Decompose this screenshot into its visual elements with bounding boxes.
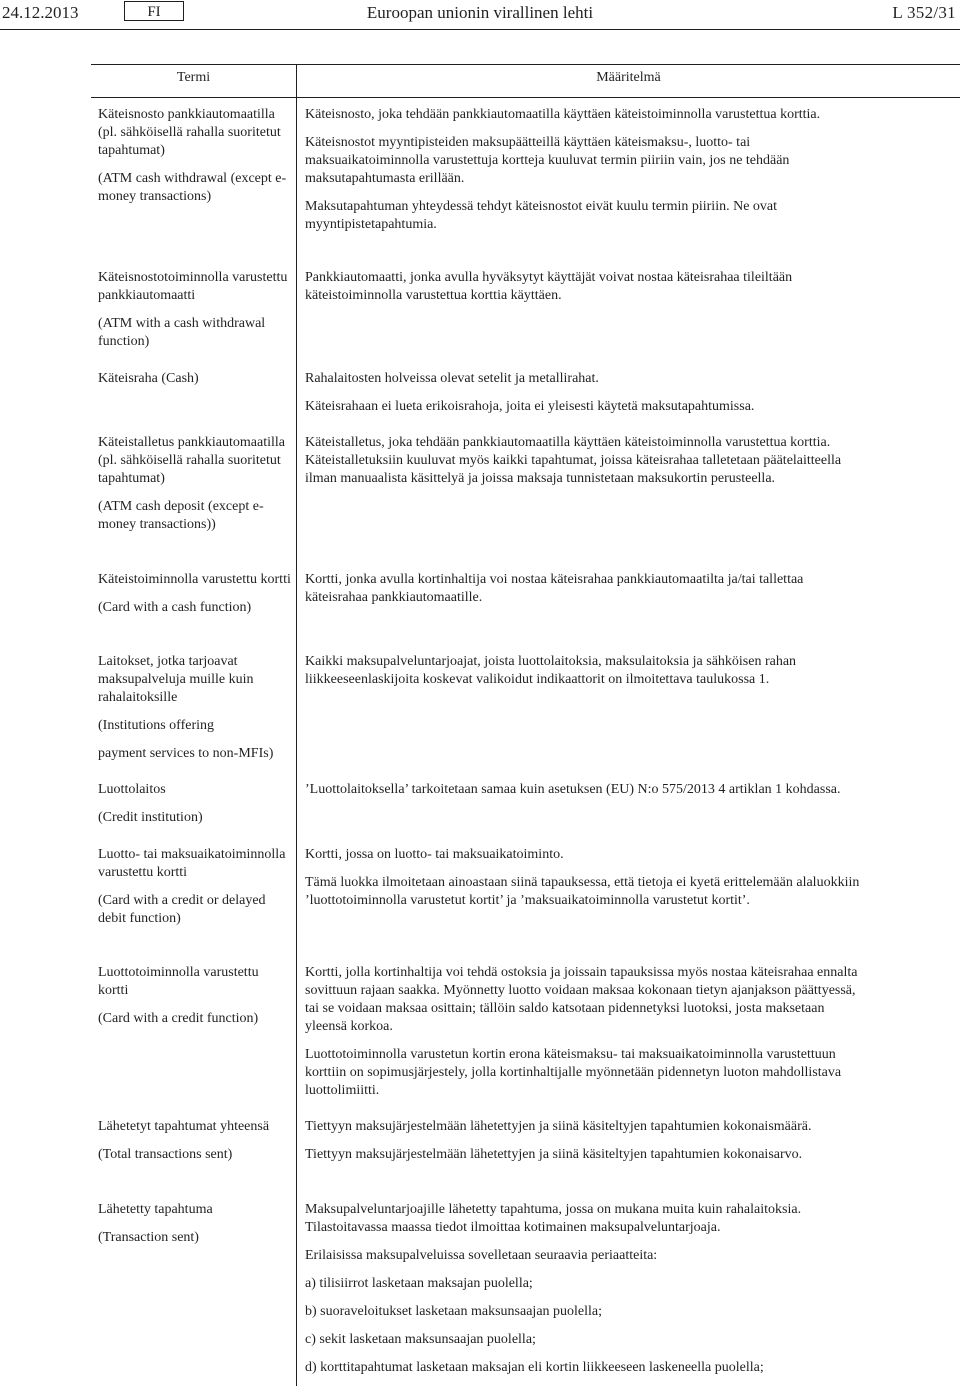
term-card-cash-function bbox=[98, 571, 292, 617]
term-card-credit-or-delayed-debit bbox=[98, 846, 292, 928]
definition-text: Käteisnostot myyntipisteiden maksupäätteillä käyttäen käteismaksu-, luotto- tai maksuaikatoiminnolla varustettuja kortteja kuuluvat termin piiriin vain, jos ne tehdään maksutapahtumasta erillään. bbox=[305, 135, 790, 186]
definition-atm-cash-withdrawal bbox=[305, 106, 865, 234]
definition-atm-cash-deposit bbox=[305, 434, 865, 488]
definition-total-transactions-sent bbox=[305, 1118, 865, 1164]
definition-text: Luottotoiminnolla varustetun kortin erona käteismaksu- tai maksuaikatoiminnolla varustettuun korttiin on sopimusjärjestely, jolla kortinhaltijalle myönnetään pidennetyn luoton mahdollistava luottolimiitti. bbox=[305, 1047, 842, 1098]
definition-text: ’Luottolaitoksella’ tarkoitetaan samaa kuin asetuksen (EU) N:o 575/2013 4 artiklan 1 kohdassa. bbox=[305, 782, 841, 797]
definition-text: Pankkiautomaatti, jonka avulla hyväksytyt käyttäjät voivat nostaa käteisrahaa tileiltään käteistoiminnolla varustettua korttia käyttäen. bbox=[305, 270, 793, 303]
definition-text: Käteistalletus, joka tehdään pankkiautomaatilla käyttäen käteistoiminnolla varustettua korttia. Käteistalletuksiin kuuluvat myös kaikki tapahtumat, joissa käteisrahaa talletetaan päätelaitteella ilman manuaalista käsittelyä ja joissa maksaja tunnistetaan maksukortin perusteella. bbox=[305, 435, 842, 486]
term-text: Luottotoiminnolla varustettu kortti bbox=[98, 965, 259, 998]
term-atm-cash-withdrawal bbox=[98, 106, 292, 206]
term-text: Käteistalletus pankkiautomaatilla (pl. sähköisellä rahalla suoritetut tapahtumat) bbox=[98, 435, 285, 486]
term-english: (Card with a credit or delayed debit function) bbox=[98, 893, 266, 926]
term-english: (ATM cash deposit (except e-money transactions)) bbox=[98, 499, 264, 532]
term-transaction-sent bbox=[98, 1201, 292, 1247]
list-item: c) sekit lasketaan maksunsaajan puolella; bbox=[305, 1332, 536, 1347]
table-top-border bbox=[91, 64, 960, 65]
term-english: (Card with a cash function) bbox=[98, 600, 252, 615]
definition-institutions-offering-payment-services bbox=[305, 653, 865, 689]
definition-text: Kortti, jonka avulla kortinhaltija voi nostaa käteisrahaa pankkiautomaatilta ja/tai tallettaa käteisrahaa pankkiautomaatille. bbox=[305, 572, 804, 605]
definition-text: Käteisnosto, joka tehdään pankkiautomaatilla käyttäen käteistoiminnolla varustettua korttia. bbox=[305, 107, 821, 122]
list-item: d) korttitapahtumat lasketaan maksajan eli kortin liikkeeseen laskeneella puolella; bbox=[305, 1360, 764, 1375]
definition-text: Maksutapahtuman yhteydessä tehdyt käteisnostot eivät kuulu termin piiriin. Ne ovat myyntipistetapahtumia. bbox=[305, 199, 778, 232]
publication-date: 24.12.2013 bbox=[2, 3, 79, 22]
definition-text: Kaikki maksupalveluntarjoajat, joista luottolaitoksia, maksulaitoksia ja sähköisen rahan liikkeeseenlaskijoita koskevat valikoidut indikaattorit on ilmoitettava taulukossa 1. bbox=[305, 654, 797, 687]
term-english: (Institutions offering bbox=[98, 718, 215, 733]
list-item: b) suoraveloitukset lasketaan maksunsaajan puolella; bbox=[305, 1304, 603, 1319]
term-text: Luotto- tai maksuaikatoiminnolla varustettu kortti bbox=[98, 847, 286, 880]
language-badge: FI bbox=[124, 1, 184, 21]
term-text: Käteistoiminnolla varustettu kortti bbox=[98, 572, 291, 587]
column-divider bbox=[296, 64, 297, 1386]
table-header-border bbox=[91, 97, 960, 98]
definition-text: Tämä luokka ilmoitetaan ainoastaan siinä tapauksessa, että tietoja ei kyetä erittelemään alaluokkiin ’luottotoiminnolla varustetut kortit’ ja ’maksuaikatoiminnolla varustetut kortit’. bbox=[305, 875, 860, 908]
definition-card-credit-or-delayed-debit bbox=[305, 846, 865, 910]
definition-transaction-sent bbox=[305, 1201, 865, 1377]
term-atm-with-cash-withdrawal bbox=[98, 269, 292, 351]
term-text: Laitokset, jotka tarjoavat maksupalveluja muille kuin rahalaitoksille bbox=[98, 654, 254, 705]
term-text: Käteisnostotoiminnolla varustettu pankkiautomaatti bbox=[98, 270, 288, 303]
term-english: (Total transactions sent) bbox=[98, 1147, 233, 1162]
term-credit-institution bbox=[98, 781, 292, 827]
definition-text: Käteisrahaan ei lueta erikoisrahoja, joita ei yleisesti käytetä maksutapahtumissa. bbox=[305, 399, 755, 414]
definition-text: Rahalaitosten holveissa olevat setelit ja metallirahat. bbox=[305, 371, 599, 386]
page-reference: L 352/31 bbox=[892, 3, 956, 22]
definition-credit-institution bbox=[305, 781, 865, 799]
definition-text: Tiettyyn maksujärjestelmään lähetettyjen ja siinä käsiteltyjen tapahtumien kokonaisarvo. bbox=[305, 1147, 803, 1162]
definition-text: Kortti, jossa on luotto- tai maksuaikatoiminto. bbox=[305, 847, 564, 862]
term-text: Käteisnosto pankkiautomaatilla (pl. sähköisellä rahalla suoritetut tapahtumat) bbox=[98, 107, 281, 158]
term-text: Luottolaitos bbox=[98, 782, 166, 797]
term-english: (Card with a credit function) bbox=[98, 1011, 259, 1026]
term-english: (Transaction sent) bbox=[98, 1230, 199, 1245]
definition-text: Kortti, jolla kortinhaltija voi tehdä ostoksia ja joissain tapauksissa myös nostaa käteisrahaa ennalta sovittuun rajaan saakka. Myönnetty luotto voidaan maksaa kokonaan tietyn ajanjakson päättyessä, tai se voidaan maksaa osittain; tällöin saldo katsotaan pidennetyksi luotoksi, josta maksetaan yleensä korkoa. bbox=[305, 965, 858, 1034]
definition-text: Erilaisissa maksupalveluissa sovelletaan seuraavia periaatteita: bbox=[305, 1248, 658, 1263]
definition-card-cash-function bbox=[305, 571, 865, 607]
journal-title: Euroopan unionin virallinen lehti bbox=[366, 3, 594, 22]
term-total-transactions-sent bbox=[98, 1118, 292, 1164]
term-card-credit-function bbox=[98, 964, 292, 1028]
term-english: (Credit institution) bbox=[98, 810, 203, 825]
term-text: Lähetetyt tapahtumat yhteensä bbox=[98, 1119, 270, 1134]
definition-card-credit-function bbox=[305, 964, 865, 1100]
term-atm-cash-deposit bbox=[98, 434, 292, 534]
page-header bbox=[0, 0, 960, 25]
term-text: Lähetetty tapahtuma bbox=[98, 1202, 213, 1217]
term-text: Käteisraha (Cash) bbox=[98, 371, 199, 386]
column-header-definition: Määritelmä bbox=[596, 70, 661, 85]
header-rule bbox=[0, 29, 960, 30]
term-institutions-offering-payment-services bbox=[98, 653, 292, 763]
term-english: (ATM cash withdrawal (except e-money transactions) bbox=[98, 171, 287, 204]
term-cash bbox=[98, 370, 292, 388]
definition-cash bbox=[305, 370, 865, 416]
definition-atm-with-cash-withdrawal bbox=[305, 269, 865, 305]
definition-text: Tiettyyn maksujärjestelmään lähetettyjen ja siinä käsiteltyjen tapahtumien kokonaismäärä. bbox=[305, 1119, 812, 1134]
term-english: payment services to non-MFIs) bbox=[98, 746, 274, 761]
definition-text: Maksupalveluntarjoajille lähetetty tapahtuma, jossa on mukana muita kuin rahalaitoksia. Tilastoitavassa maassa tiedot ilmoittaa kotimainen maksupalveluntarjoaja. bbox=[305, 1202, 802, 1235]
list-item: a) tilisiirrot lasketaan maksajan puolella; bbox=[305, 1276, 533, 1291]
column-header-term: Termi bbox=[176, 70, 211, 85]
term-english: (ATM with a cash withdrawal function) bbox=[98, 316, 266, 349]
